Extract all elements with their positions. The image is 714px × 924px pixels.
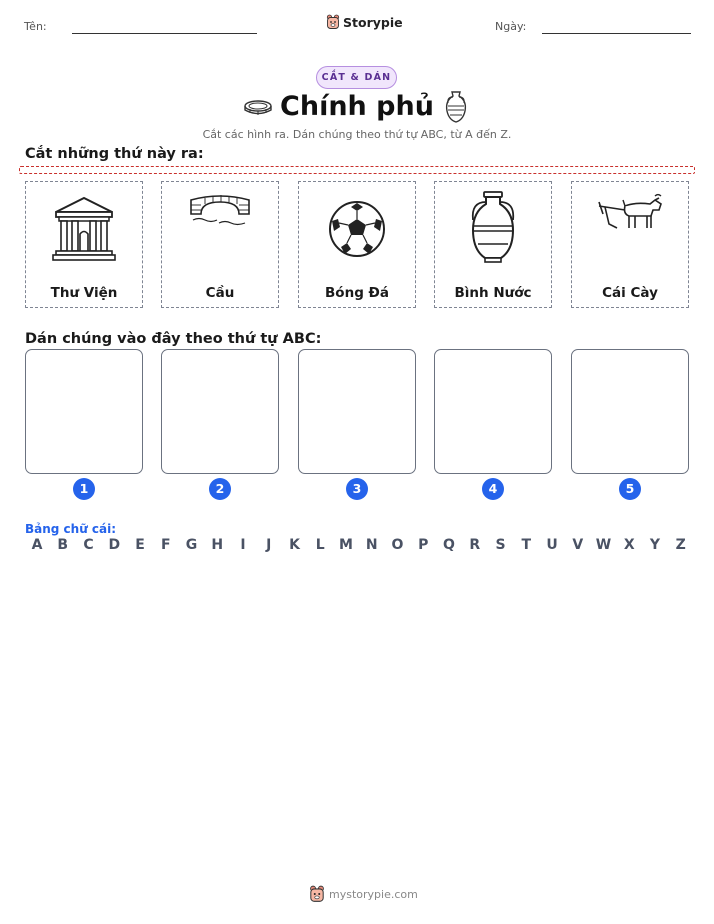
paste-slot[interactable] — [434, 349, 552, 474]
paste-slot[interactable] — [25, 349, 143, 474]
alphabet-letter: D — [108, 537, 121, 553]
stadium-icon — [240, 95, 276, 121]
alphabet-letter: F — [160, 537, 171, 553]
alphabet-letter: S — [495, 537, 506, 553]
card-label: Bóng Đá — [325, 285, 389, 301]
alphabet-letter: K — [289, 537, 300, 553]
card-label: Cái Cày — [602, 285, 658, 301]
alphabet-letter: T — [521, 537, 532, 553]
alphabet-letter: X — [623, 537, 635, 553]
paste-heading: Dán chúng vào đây theo thứ tự ABC: — [25, 331, 322, 347]
bridge-icon — [162, 186, 278, 234]
soccer-ball-icon — [299, 190, 415, 268]
storypie-mascot-icon — [309, 885, 325, 903]
alphabet-letter: N — [365, 537, 378, 553]
paste-slot[interactable] — [571, 349, 689, 474]
plow-ox-icon — [572, 186, 688, 248]
alphabet-letter: C — [83, 537, 94, 553]
alphabet-letter: E — [135, 537, 145, 553]
slot-number: 5 — [619, 478, 641, 500]
paste-slot[interactable] — [298, 349, 416, 474]
footer-url[interactable]: mystorypie.com — [329, 887, 418, 901]
alphabet-letter: W — [595, 537, 612, 553]
slot-number: 1 — [73, 478, 95, 500]
activity-badge: CẮT & DÁN — [316, 66, 397, 89]
alphabet-letter: Y — [649, 537, 661, 553]
amphora-icon — [441, 89, 471, 125]
alphabet-letter: U — [546, 537, 558, 553]
storypie-mascot-icon — [326, 14, 340, 30]
cut-card[interactable] — [298, 181, 416, 308]
logo-text: Storypie — [343, 14, 403, 30]
vase-icon — [435, 188, 551, 266]
card-label: Bình Nước — [454, 285, 532, 301]
alphabet-letter: Q — [443, 537, 455, 553]
alphabet-row — [29, 537, 689, 553]
instructions: Cắt các hình ra. Dán chúng theo thứ tự ABC, từ A đến Z. — [202, 128, 512, 141]
alphabet-letter: M — [339, 537, 353, 553]
alphabet-letter: H — [211, 537, 224, 553]
page-title: Chính phủ — [280, 91, 434, 122]
alphabet-letter: G — [185, 537, 198, 553]
cut-heading: Cắt những thứ này ra: — [25, 146, 204, 162]
card-label: Thư Viện — [50, 285, 118, 301]
date-line[interactable] — [542, 33, 691, 34]
alphabet-letter: J — [266, 537, 272, 553]
cut-card[interactable] — [571, 181, 689, 308]
date-label: Ngày: — [495, 20, 527, 33]
cut-line — [19, 166, 695, 174]
alphabet-letter: P — [418, 537, 429, 553]
name-label: Tên: — [24, 20, 47, 33]
cut-card[interactable] — [434, 181, 552, 308]
slot-number: 4 — [482, 478, 504, 500]
name-line[interactable] — [72, 33, 257, 34]
alphabet-letter: L — [315, 537, 325, 553]
cut-card[interactable] — [161, 181, 279, 308]
alphabet-letter: I — [240, 537, 246, 553]
alphabet-letter: Z — [675, 537, 686, 553]
alphabet-letter: B — [57, 537, 69, 553]
footer — [309, 885, 418, 903]
alphabet-letter: O — [391, 537, 404, 553]
alphabet-heading: Bảng chữ cái: — [25, 522, 117, 536]
alphabet-letter: A — [31, 537, 43, 553]
paste-slot[interactable] — [161, 349, 279, 474]
card-label: Cầu — [205, 285, 235, 301]
library-building-icon — [26, 190, 142, 268]
alphabet-letter: V — [572, 537, 584, 553]
cut-card[interactable] — [25, 181, 143, 308]
storypie-logo — [326, 14, 403, 30]
slot-number: 3 — [346, 478, 368, 500]
alphabet-letter: R — [469, 537, 481, 553]
slot-number: 2 — [209, 478, 231, 500]
